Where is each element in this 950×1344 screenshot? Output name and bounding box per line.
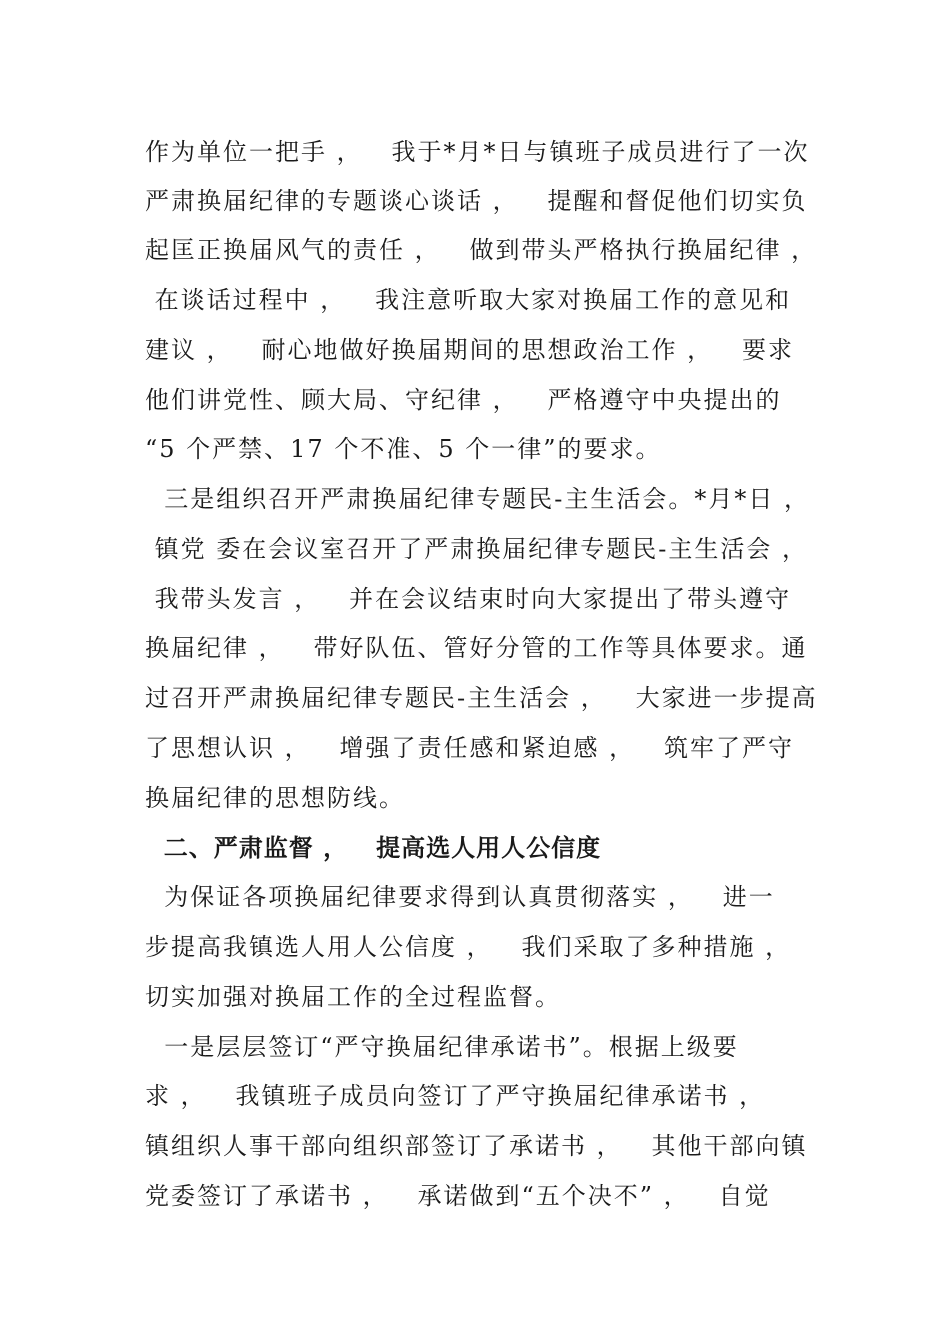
text-line: 在谈话过程中 ， 我注意听取大家对换届工作的意见和 [145, 286, 792, 314]
section-heading: 二、严肃监督 ， 提高选人用人公信度 [145, 834, 602, 862]
text-line: 作为单位一把手 ， 我于*月*日与镇班子成员进行了一次 [145, 138, 810, 166]
text-line: 我带头发言 ， 并在会议结束时向大家提出了带头遵守 [145, 585, 792, 613]
text-line: “5 个严禁、17 个不准、5 个一律”的要求。 [145, 435, 662, 463]
text-line: 一是层层签订“严守换届纪律承诺书”。根据上级要 [145, 1033, 739, 1061]
text-line: 党委签订了承诺书 ， 承诺做到“五个决不” ， 自觉 [145, 1182, 771, 1210]
text-line: 求 ， 我镇班子成员向签订了严守换届纪律承诺书 ， [145, 1082, 766, 1110]
text-line: 换届纪律的思想防线。 [145, 784, 405, 812]
text-line: 步提高我镇选人用人公信度 ， 我们采取了多种措施 ， [145, 933, 792, 961]
text-line: 换届纪律 ， 带好队伍、管好分管的工作等具体要求。通 [145, 634, 808, 662]
text-line: 镇党 委在会议室召开了严肃换届纪律专题民-主生活会 ， [145, 535, 808, 563]
text-line: 建议 ， 耐心地做好换届期间的思想政治工作 ， 要求 [145, 336, 795, 364]
text-line: 三是组织召开严肃换届纪律专题民-主生活会。*月*日 ， [145, 485, 810, 513]
text-line: 切实加强对换届工作的全过程监督。 [145, 983, 561, 1011]
text-line: 为保证各项换届纪律要求得到认真贯彻落实 ， 进一 [145, 883, 775, 911]
text-line: 了思想认识 ， 增强了责任感和紧迫感 ， 筑牢了严守 [145, 734, 795, 762]
text-line: 他们讲党性、顾大局、守纪律 ， 严格遵守中央提出的 [145, 386, 782, 414]
text-line: 镇组织人事干部向组织部签订了承诺书 ， 其他干部向镇 [145, 1132, 808, 1160]
text-line: 严肃换届纪律的专题谈心谈话 ， 提醒和督促他们切实负 [145, 187, 808, 215]
text-line: 过召开严肃换届纪律专题民-主生活会 ， 大家进一步提高 [145, 684, 818, 712]
text-line: 起匡正换届风气的责任 ， 做到带头严格执行换届纪律 ， [145, 236, 818, 264]
